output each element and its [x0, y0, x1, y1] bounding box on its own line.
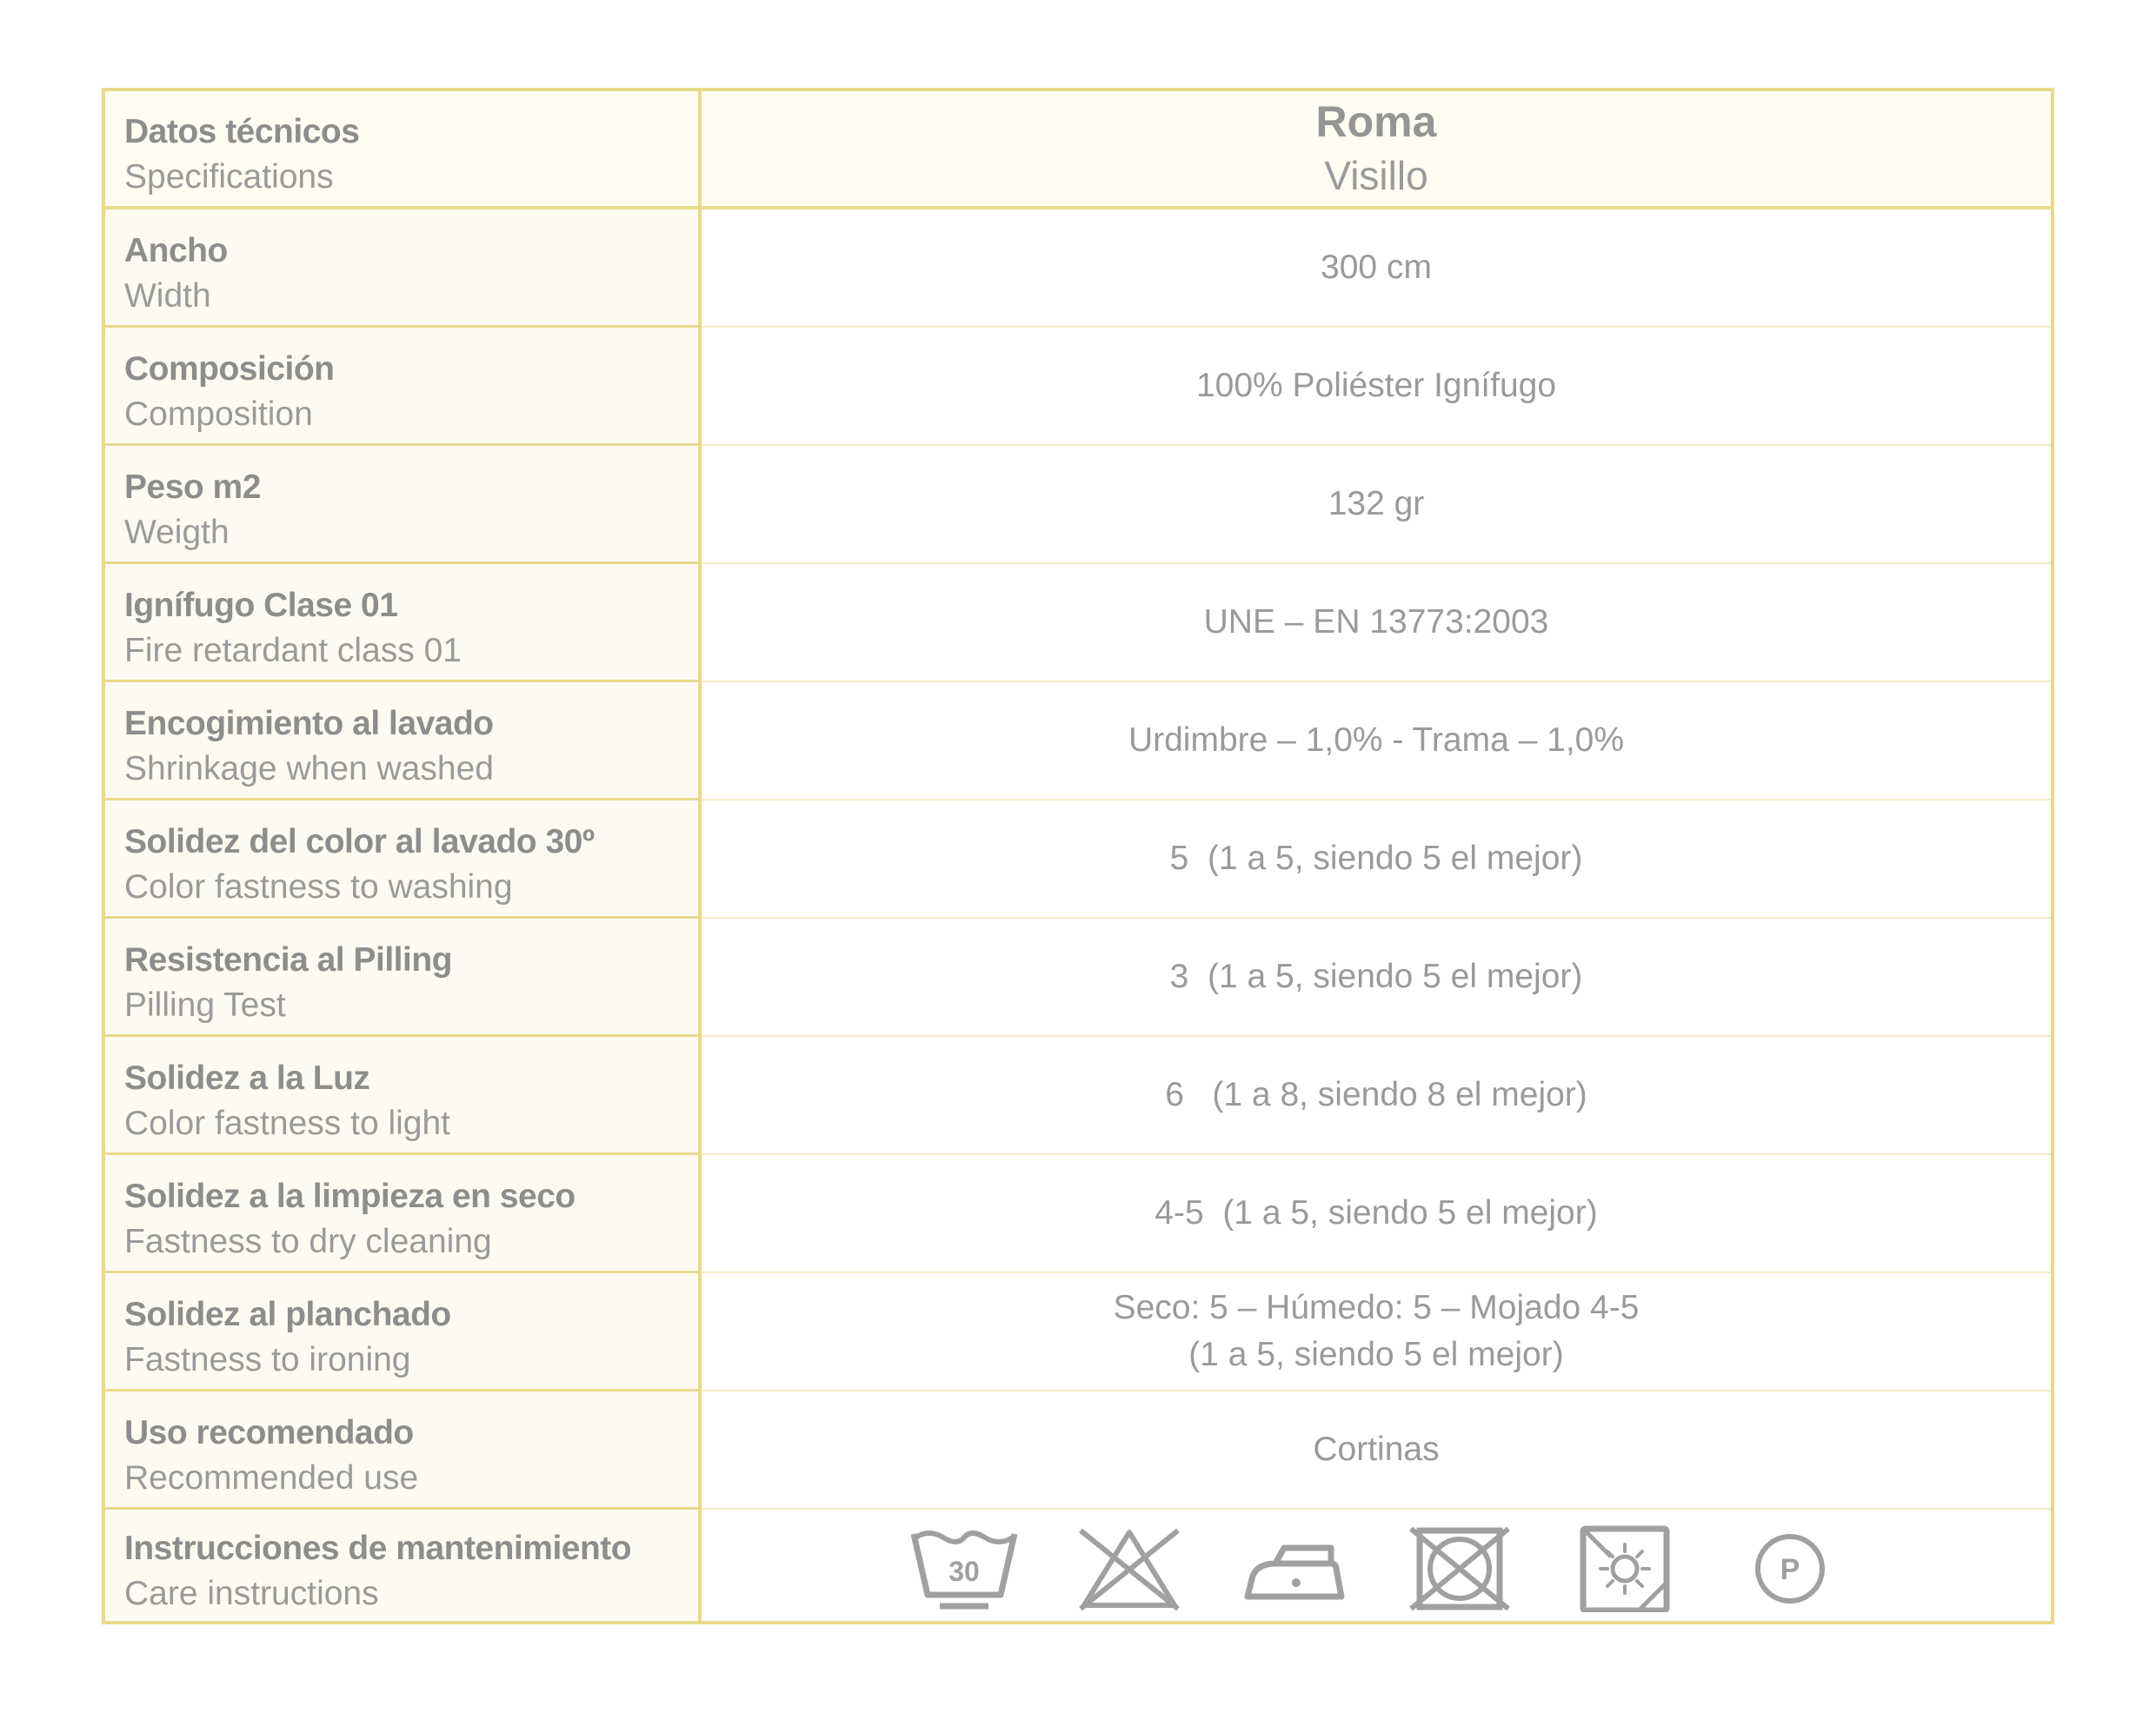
- table-row: [105, 682, 2051, 800]
- row-value: [702, 800, 2051, 917]
- product-name: Roma: [1315, 97, 1437, 146]
- care-label-cell: [105, 1510, 702, 1621]
- row-label-es: Ignífugo Clase 01: [124, 586, 398, 624]
- row-label-en: Pilling Test: [124, 986, 286, 1024]
- row-value-text: 5 (1 a 5, siendo 5 el mejor): [1169, 840, 1583, 877]
- care-icons: [702, 1510, 2051, 1621]
- row-label-es: Resistencia al Pilling: [124, 940, 452, 979]
- care-label-es: Instrucciones de mantenimiento: [124, 1530, 632, 1567]
- wash-temperature: 30: [948, 1556, 980, 1587]
- row-value-text: Urdimbre – 1,0% - Trama – 1,0%: [1128, 721, 1625, 759]
- row-value: [702, 682, 2051, 799]
- row-label-es: Solidez a la Luz: [124, 1059, 370, 1097]
- table-row: [105, 1037, 2051, 1155]
- table-row: [105, 1155, 2051, 1273]
- care-label-en: Care instructions: [124, 1575, 379, 1612]
- row-label-cell: [105, 1273, 702, 1391]
- row-label-cell: [105, 919, 702, 1037]
- row-label-es: Ancho: [124, 231, 228, 269]
- spec-table: [102, 88, 2054, 1624]
- table-row: [105, 1391, 2051, 1510]
- care-row: [105, 1510, 2051, 1621]
- no-tumble-dry-icon: [1406, 1525, 1514, 1612]
- row-value: [702, 1391, 2051, 1508]
- row-value-text: 6 (1 a 8, siendo 8 el mejor): [1165, 1076, 1587, 1113]
- row-label-cell: [105, 209, 702, 328]
- row-value-text: Seco: 5 – Húmedo: 5 – Mojado 4-5: [1113, 1289, 1640, 1326]
- row-label-en: Recommended use: [124, 1458, 419, 1497]
- row-value: [702, 209, 2051, 326]
- table-row: [105, 564, 2051, 682]
- row-label-cell: [105, 800, 702, 919]
- row-value: [702, 564, 2051, 681]
- row-label-cell: [105, 328, 702, 446]
- row-label-cell: [105, 682, 702, 800]
- table-row: [105, 1273, 2051, 1391]
- row-value-text-line2: (1 a 5, siendo 5 el mejor): [1188, 1336, 1564, 1373]
- row-value-text: 100% Poliéster Ignífugo: [1195, 367, 1557, 404]
- row-label-cell: [105, 564, 702, 682]
- row-value-text: 3 (1 a 5, siendo 5 el mejor): [1169, 958, 1583, 995]
- row-value: [702, 1037, 2051, 1153]
- row-label-cell: [105, 446, 702, 564]
- header-label-cell: [105, 91, 702, 206]
- header-label-en: Specifications: [124, 158, 334, 196]
- table-row: [105, 328, 2051, 446]
- table-row: [105, 919, 2051, 1037]
- row-label-cell: [105, 1155, 702, 1273]
- row-value: [702, 1273, 2051, 1390]
- row-label-cell: [105, 1037, 702, 1155]
- dry-in-shade-icon: [1571, 1525, 1679, 1612]
- wash-30-icon: [910, 1525, 1018, 1612]
- product-type: Visillo: [1324, 153, 1428, 198]
- table-header: [105, 91, 2051, 209]
- row-label-es: Solidez a la limpieza en seco: [124, 1177, 576, 1215]
- row-value-text: 4-5 (1 a 5, siendo 5 el mejor): [1155, 1194, 1598, 1232]
- row-value-text: 132 gr: [1328, 485, 1425, 522]
- row-value: [702, 328, 2051, 444]
- row-value-text: UNE – EN 13773:2003: [1203, 603, 1549, 641]
- row-label-es: Uso recomendado: [124, 1413, 414, 1451]
- header-value-cell: [702, 91, 2051, 206]
- table-row: [105, 446, 2051, 564]
- row-value: [702, 446, 2051, 562]
- row-label-en: Color fastness to washing: [124, 867, 513, 906]
- row-label-cell: [105, 1391, 702, 1510]
- row-label-es: Solidez al planchado: [124, 1295, 451, 1333]
- dry-clean-letter: P: [1780, 1553, 1800, 1586]
- header-label-es: Datos técnicos: [124, 113, 360, 150]
- row-label-en: Weigth: [124, 513, 230, 551]
- table-row: [105, 800, 2051, 919]
- row-label-en: Fastness to dry cleaning: [124, 1222, 492, 1260]
- no-bleach-icon: [1075, 1525, 1183, 1612]
- row-label-es: Peso m2: [124, 468, 261, 506]
- row-value: [702, 919, 2051, 1035]
- row-value: [702, 1155, 2051, 1272]
- row-label-es: Solidez del color al lavado 30º: [124, 822, 595, 860]
- row-label-en: Width: [124, 276, 211, 315]
- row-value-text: Cortinas: [1313, 1431, 1440, 1468]
- row-label-en: Composition: [124, 395, 313, 433]
- row-label-en: Shrinkage when washed: [124, 749, 494, 787]
- row-label-es: Composición: [124, 349, 335, 388]
- row-label-en: Fire retardant class 01: [124, 631, 462, 669]
- dry-clean-p-icon: [1736, 1525, 1844, 1612]
- row-value-text: 300 cm: [1321, 249, 1432, 286]
- iron-low-icon: [1241, 1525, 1348, 1612]
- table-row: [105, 209, 2051, 328]
- row-label-es: Encogimiento al lavado: [124, 704, 494, 742]
- row-label-en: Color fastness to light: [124, 1104, 451, 1142]
- row-label-en: Fastness to ironing: [124, 1340, 411, 1378]
